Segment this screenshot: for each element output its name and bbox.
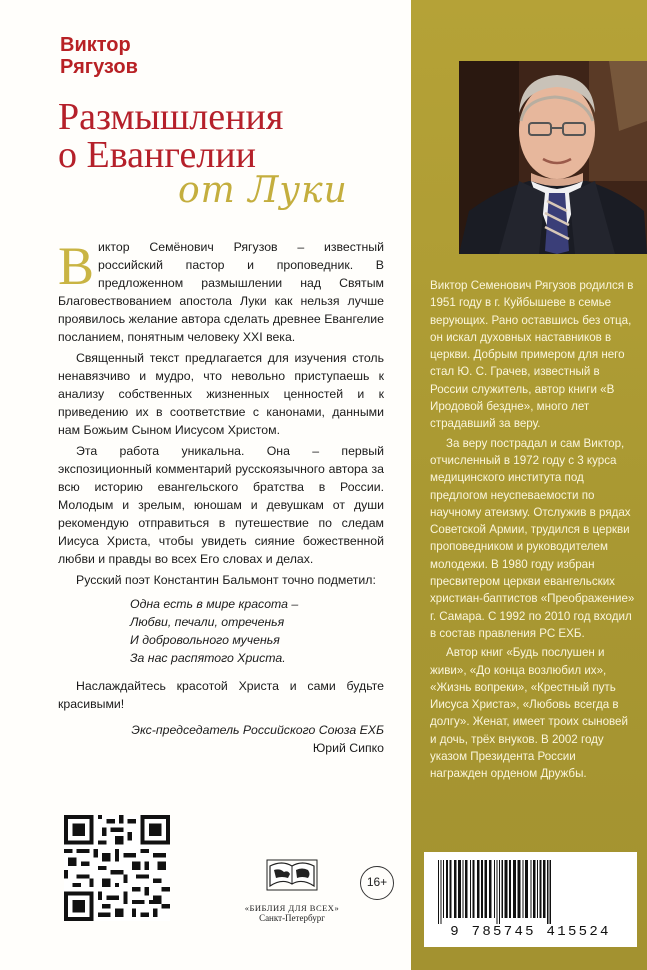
publisher-logo [232, 858, 352, 923]
barcode-bar [443, 860, 444, 918]
barcode-bar [450, 860, 452, 918]
signature-role: Экс-председатель Российского Союза ЕХБ [131, 723, 384, 737]
barcode-bar [523, 860, 524, 918]
isbn-barcode-box [424, 852, 637, 947]
barcode-bar [497, 860, 498, 924]
barcode-bar [540, 860, 542, 918]
open-book-icon [264, 858, 320, 894]
poem-line: Одна есть в мире красота – [130, 597, 299, 611]
barcode-bar [547, 860, 548, 924]
poem-line: За нас распятого Христа. [130, 651, 286, 665]
author-last-name: Рягузов [60, 56, 138, 78]
author-portrait [459, 61, 647, 254]
title-line-1: Размышления [58, 96, 284, 138]
barcode-bar [440, 860, 441, 924]
barcode-bar [533, 860, 536, 918]
title-line-2: о Евангелии [58, 134, 256, 176]
author-biography [430, 277, 635, 785]
barcode-bar [525, 860, 528, 918]
barcode-bar [499, 860, 500, 924]
bio-paragraph-1: Виктор Семенович Рягузов родился в 1951 году в г. Куйбышеве в семье верующих. Рано оставшись без отца, он искал духовных наставников в церкви. Добрым примером для него стал Ю. С. Грачев, известный в России служитель, автор книги «В Иродовой бездне», много лет страдавший за веру. [430, 279, 634, 431]
author-name [60, 34, 138, 78]
barcode-bar [550, 860, 551, 924]
barcode-bar [454, 860, 457, 918]
author-first-name: Виктор [60, 34, 131, 56]
barcode-bar [446, 860, 448, 918]
publisher-city: Санкт-Петербург [259, 913, 325, 923]
poem-line: И добровольного мученья [130, 633, 280, 647]
barcode-bar [438, 860, 439, 924]
barcode-bar [481, 860, 483, 918]
barcode-bar [489, 860, 492, 918]
annotation-text [58, 238, 384, 757]
barcode-bar [462, 860, 463, 918]
barcode-bar [537, 860, 538, 918]
annotation-paragraph-2: Священный текст предлагается для изучения столь ненавязчиво и мудро, что невольно приступаешь к анализу собственных жизненных ценностей и к приведению их в соответствие с канонами, данными нам Божьим Сыном Иисусом Христом. [58, 351, 384, 437]
annotation-paragraph-5: Наслаждайтесь красотой Христа и сами будьте красивыми! [58, 679, 384, 711]
poem-quote [58, 595, 384, 667]
poem-line: Любви, печали, отреченья [130, 615, 285, 629]
annotation-paragraph-4: Русский поэт Константин Бальмонт точно подметил: [76, 573, 376, 587]
signature-name: Юрий Сипко [312, 741, 384, 755]
publisher-name: «БИБЛИЯ ДЛЯ ВСЕХ» [244, 903, 340, 913]
barcode-bar [543, 860, 546, 918]
barcode-bar [458, 860, 461, 918]
annotation-paragraph-3: Эта работа уникальна. Она – первый экспозиционный комментарий русскоязычного автора за всю историю евангельского братства в России. Молодым и зрелым, юношам и девушкам от души рекомендую отправиться в путешествие по следам Иисуса Христа, чтобы увидеть сияние божественной любви и правды во всех Его словах и делах. [58, 444, 384, 566]
barcode-bar [494, 860, 495, 918]
isbn-number: 9 785745 415524 [450, 924, 611, 940]
bio-paragraph-3: Автор книг «Будь послушен и живи», «До конца возлюбил их», «Жизнь вопреки», «Крестный путь Иисуса Христа», «Любовь всегда в долгу». Женат, имеет троих сыновей и дочь, трёх внуков. В 2002 году указом Президента России награжден орденом Дружбы. [430, 646, 628, 781]
drop-cap: В [58, 236, 95, 296]
barcode-bar [509, 860, 511, 918]
bio-paragraph-2: За веру пострадал и сам Виктор, отчисленный в 1972 году с 3 курса медицинского института под предлогом неуспеваемости по научному атеизму. Отслужив в рядах Советской Армии, трудился в церкви проповедником и руководителем молодежи. В 1980 году избран пресвитером церкви евангельских христиан-баптистов «Преображение» г. Самара. С 1992 по 2010 год входил в состав правления РС ЕХБ. [430, 436, 635, 640]
barcode-bar [518, 860, 521, 918]
barcode-icon [434, 860, 630, 924]
annotation-paragraph-1: Виктор Семёнович Рягузов – известный российский пастор и проповедник. В предложенном размышлении над Святым Благовествованием апостола Луки как нельзя лучше проявилось желание автора сделать древнее Евангелие посланием, понятным человеку XXI века. [58, 236, 384, 344]
barcode-bar [465, 860, 468, 918]
barcode-bar [505, 860, 508, 918]
book-title [58, 98, 283, 174]
age-rating-badge: 16+ [360, 866, 394, 900]
barcode-bar [470, 860, 471, 918]
book-subtitle: от Луки [178, 170, 348, 211]
barcode-bar [501, 860, 503, 918]
qr-code-icon[interactable] [64, 815, 170, 921]
barcode-bar [477, 860, 480, 918]
barcode-bar [513, 860, 516, 918]
barcode-bar [530, 860, 531, 918]
barcode-bar [473, 860, 475, 918]
barcode-bar [484, 860, 487, 918]
